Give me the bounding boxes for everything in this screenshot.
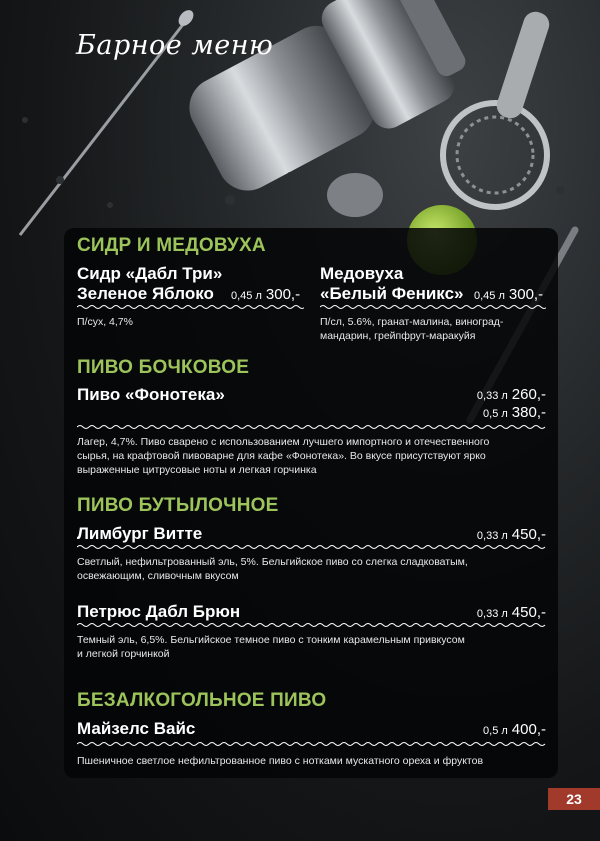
description-line: Лагер, 4,7%. Пиво сварено с использованием лучшего импортного и отечественного <box>77 436 490 448</box>
wavy-divider <box>77 741 546 747</box>
wavy-divider <box>77 622 546 628</box>
description-line: Темный эль, 6,5%. Бельгийское темное пиво с тонким карамельным привкусом <box>77 634 465 646</box>
description-line: Светлый, нефильтрованный эль, 5%. Бельгийское пиво со слегка сладковатым, <box>77 556 468 568</box>
item-volume: 0,5 л <box>483 408 508 420</box>
section-title-cider-mead: СИДР И МЕДОВУХА <box>77 235 266 256</box>
description-line: освежающим, сливочным вкусом <box>77 570 239 582</box>
item-name-limburg: Лимбург Витте <box>77 524 203 543</box>
item-price-maisels <box>483 721 546 740</box>
item-name-line: «Белый Феникс» <box>320 284 464 303</box>
strainer-shape <box>443 9 552 207</box>
page-title: Барное меню <box>76 30 274 61</box>
item-price: 400,- <box>511 721 546 738</box>
item-volume: 0,33 л <box>476 608 508 620</box>
item-volume: 0,5 л <box>483 725 508 737</box>
item-price-fonoteka-small <box>477 386 546 405</box>
item-name-petrus: Петрюс Дабл Брюн <box>77 602 241 621</box>
item-price: 300,- <box>508 286 544 303</box>
item-price-limburg <box>477 526 546 545</box>
wavy-divider <box>77 544 546 550</box>
page-number-badge: 23 <box>548 788 600 810</box>
description-line: выраженные цитрусовые ноты и легкая горчинка <box>77 464 317 476</box>
item-name-line: Сидр «Дабл Три» <box>77 264 223 283</box>
item-price: 380,- <box>511 404 546 421</box>
section-title-non-alcoholic: БЕЗАЛКОГОЛЬНОЕ ПИВО <box>77 690 327 711</box>
wavy-divider <box>320 304 546 310</box>
item-price-fonoteka-large <box>483 404 546 423</box>
item-name-fonoteka: Пиво «Фонотека» <box>77 385 225 404</box>
item-price-cider <box>231 286 300 305</box>
item-description-fonoteka <box>77 435 489 477</box>
item-price: 300,- <box>265 286 301 303</box>
item-name-cider <box>77 264 222 304</box>
item-description-maisels: Пшеничное светлое нефильтрованное пиво с нотками мускатного ореха и фруктов <box>77 755 484 767</box>
item-name-line: Медовуха <box>320 264 404 283</box>
item-description-limburg <box>77 555 468 583</box>
item-description-cider: П/сух, 4,7% <box>77 316 133 328</box>
item-price-petrus <box>477 604 546 623</box>
section-title-draft-beer: ПИВО БОЧКОВОЕ <box>77 357 250 378</box>
item-volume: 0,33 л <box>476 390 508 402</box>
item-name-line: Зеленое Яблоко <box>77 284 214 303</box>
item-volume: 0,45 л <box>231 290 262 302</box>
item-name-maisels: Майзелс Вайс <box>77 719 196 738</box>
item-price: 260,- <box>511 386 546 403</box>
description-line: мандарин, грейпфрут-маракуйя <box>320 330 476 342</box>
item-description-petrus <box>77 633 465 661</box>
description-line: и легкой горчинкой <box>77 648 170 660</box>
item-volume: 0,45 л <box>474 290 505 302</box>
item-name-mead <box>320 264 464 304</box>
item-volume: 0,33 л <box>476 530 508 542</box>
item-price: 450,- <box>511 604 546 621</box>
section-title-bottled-beer: ПИВО БУТЫЛОЧНОЕ <box>77 495 279 516</box>
wavy-divider <box>77 304 304 310</box>
item-description-mead <box>320 315 503 343</box>
jigger-shape <box>327 173 383 217</box>
item-price-mead <box>474 286 543 305</box>
description-line: сырья, на крафтовой пивоварне для кафе «Фонотека». Во вкусе присутствуют ярко <box>77 450 486 462</box>
item-price: 450,- <box>511 526 546 543</box>
wavy-divider <box>77 424 546 430</box>
description-line: П/сл, 5.6%, гранат-малина, виноград- <box>320 316 504 328</box>
